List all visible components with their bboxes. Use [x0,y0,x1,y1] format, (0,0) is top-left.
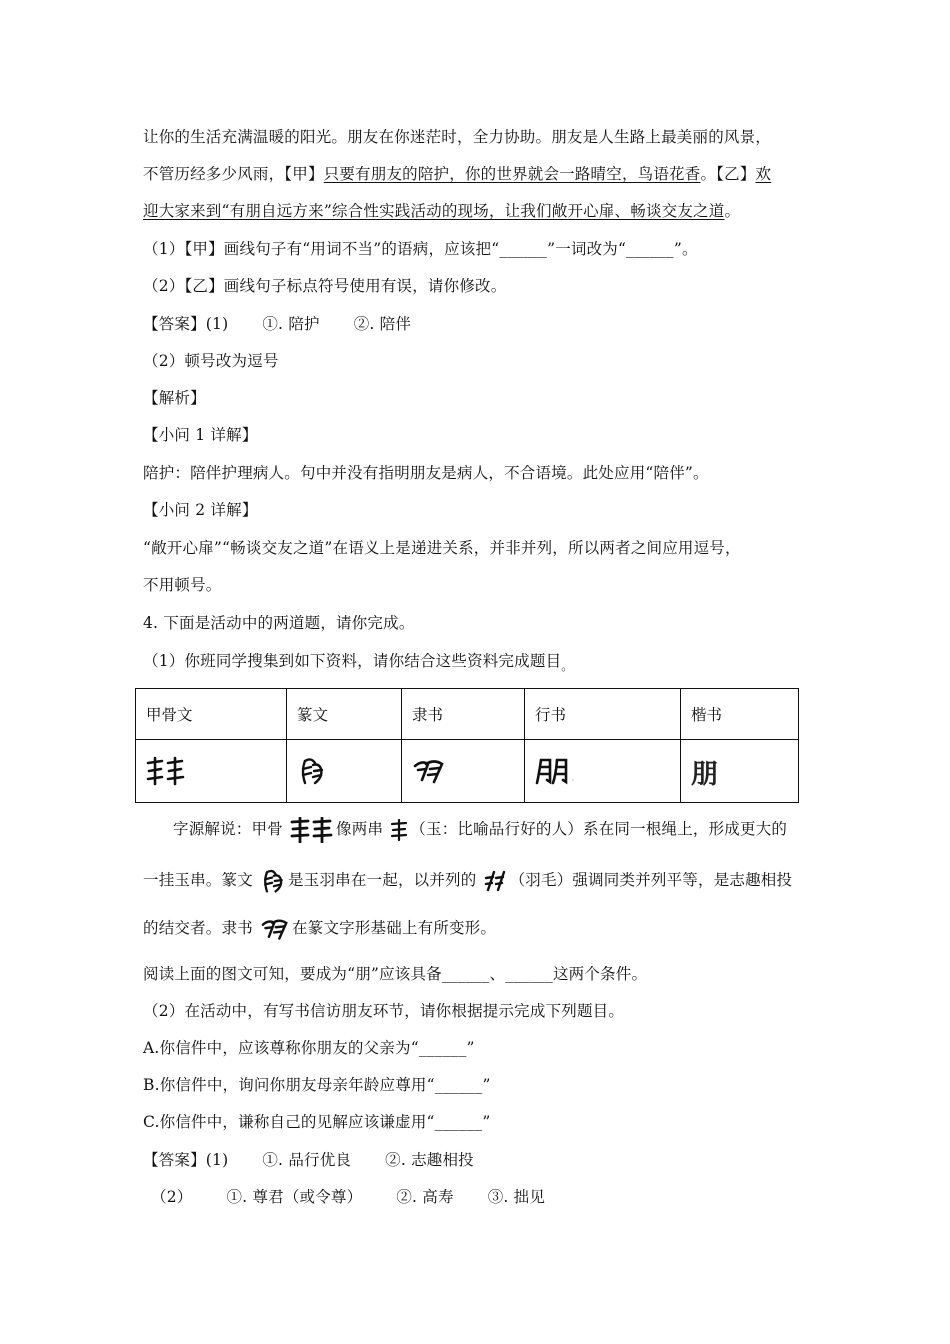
text-line: 让你的生活充满温暖的阳光。朋友在你迷茫时，全力协助。朋友是人生路上最美丽的风景， [143,128,772,146]
regular-script-glyph: 朋 [681,740,799,803]
table-header-clerical: 隶书 [402,689,525,740]
feather-glyph [484,870,508,892]
script-forms-table [135,688,799,803]
question-title: 4. 下面是活动中的两道题，请你完成。 [143,614,415,632]
answer-label: 【答案】(1) [143,315,229,333]
sub-heading: 【小问 1 详解】 [143,426,258,444]
clerical-script-inline-glyph [260,916,290,942]
seal-script-glyph [287,740,402,803]
etymology-text: 一挂玉串。篆文 是玉羽串在一起，以并列的 （羽毛）强调同类并列平等，是志趣相投 [143,866,792,896]
underlined-sentence-yi: 迎大家来到“有朋自远方来”综合性实践活动的现场，让我们敞开心扉、畅谈交友之道 [143,202,725,220]
question-text: （2）在活动中，有写书信访朋友环节，请你根据提示完成下列题目。 [143,1002,625,1020]
answer-line: （2）顿号改为逗号 [143,352,279,370]
explanation-text: “敞开心扉”“畅谈交友之道”在语义上是递进关系，并非并列，所以两者之间应用逗号， [143,539,741,557]
answer-line: 【答案】(1) ①. 品行优良 ②. 志趣相投 [143,1151,474,1169]
clerical-script-glyph [402,740,525,803]
question-text: 阅读上面的图文可知，要成为“朋”应该具备______、______这两个条件。 [143,965,648,983]
question-text: （1）你班同学搜集到如下资料，请你结合这些资料完成题目$_。$ [143,652,574,673]
table-header-running: 行书 [525,689,681,740]
answer-label: 【答案】(1) [143,1151,229,1169]
analysis-heading: 【解析】 [143,389,206,407]
seal-script-inline-glyph [260,866,286,896]
underlined-sentence-jia: 只要有朋友的陪护，你的世界就会一路晴空，鸟语花香 [323,165,701,183]
table-header-oracle: 甲骨文 [136,689,287,740]
option-b: B.你信件中，询问你朋友母亲年龄应尊用“______” [143,1076,491,1094]
answer-line: （2） ①. 尊君（或令尊） ②. 高寿 ③. 拙见 [151,1188,546,1206]
explanation-text: 不用顿号。 [143,576,222,594]
underlined-sentence-yi-start: 欢 [755,165,772,183]
explanation-text: 陪护：陪伴护理病人。句中并没有指明朋友是病人，不合语境。此处应用“陪伴”。 [143,464,709,482]
text-line: 不管历经多少风雨，【甲】只要有朋友的陪护，你的世界就会一路晴空，鸟语花香。【乙】欢 [143,165,772,183]
table-header-seal: 篆文 [287,689,402,740]
question-text: （1）【甲】画线句子有“用词不当”的语病，应该把“______”一词改为“______”。 [143,240,698,258]
question-text: （2）【乙】画线句子标点符号使用有误，请你修改。 [143,277,507,295]
oracle-bone-inline-glyph [290,817,334,843]
table-header-regular: 楷书 [681,689,799,740]
option-c: C.你信件中，谦称自己的见解应该谦虚用“______” [143,1113,491,1131]
option-a: A.你信件中，应该尊称你朋友的父亲为“______” [143,1039,475,1057]
running-script-glyph [525,740,681,803]
sub-heading: 【小问 2 详解】 [143,501,258,519]
oracle-bone-glyph [136,740,287,803]
etymology-text: 字源解说：甲骨 像两串 （玉：比喻品行好的人）系在同一根绳上，形成更大的 [173,817,787,843]
etymology-text: 的结交者。隶书 在篆文字形基础上有所变形。 [143,916,496,942]
jade-string-glyph [390,819,408,841]
answer-line: 【答案】(1) ①. 陪护 ②. 陪伴 [143,315,412,333]
text-line: 迎大家来到“有朋自远方来”综合性实践活动的现场，让我们敞开心扉、畅谈交友之道。 [143,202,741,220]
